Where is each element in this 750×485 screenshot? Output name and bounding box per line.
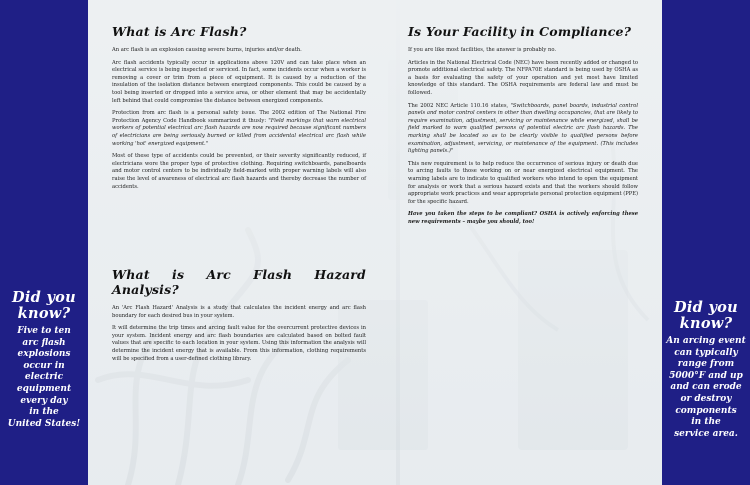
content-panel (88, 0, 662, 485)
nfpa-quote: "Field markings that warn electrical workers of potential electrical arc flash hazards are now required because significant numbers of electricians are being seriously burned or killed from accidental electrical arc flash while working 'hot' energized equipment." (112, 117, 366, 147)
compliance-paragraph: This new requirement is to help reduce the occurrence of serious injury or death due to arcing faults to those working on or near energized electrical equipment. The warning labels are to indicate to qualified workers who intend to open the equipment for analysis or work that a serious hazard exists and that the workers should follow appropriate work practices and wear appropriate personal protection equipment (PPE) for the specific hazard. (408, 160, 639, 205)
arc-flash-paragraph: Arc flash accidents typically occur in applications above 120V and can take place when an electrical service is being inspected or serviced. In fact, some incidents occur when a worker is removing a cover or trim from a piece of equipment. It is caused by a reduction of the insulation of the isolation distance between energized components. This could be caused by a tool being inserted or dropped into a service area, or other element that may be accidentally left behind that could compromise the distance between energized components. (112, 59, 366, 104)
arc-flash-paragraph: An arc flash is an explosion causing severe burns, injuries and/or death. (112, 47, 302, 53)
left-sidebar (0, 0, 88, 485)
hazard-analysis-paragraph: An 'Arc Flash Hazard' Analysis is a study that calculates the incident energy and arc flash boundary for each desired bus in your system. (112, 305, 366, 319)
did-you-know-heading-left: Did you know? (11, 289, 76, 322)
arc-flash-paragraph: Protection from arc flash is a personal safety issue. The 2002 edition of The National Fire Protection Agency Code Handbook summarized it thusly: "Field markings that warn electrical workers of potential electrical arc flash hazards are now required because significant numbers of electricians are being seriously burned or killed from accidental electrical arc flash while working 'hot' energized equipment." (112, 110, 366, 147)
compliance-callout: Have you taken the steps to be compliant? OSHA is actively enforcing these new requirements – maybe you should, too! (408, 211, 638, 225)
did-you-know-right (664, 300, 748, 440)
compliance-heading: Is Your Facility in Compliance? (408, 24, 632, 39)
compliance-paragraph: If you are like most facilities, the answer is probably no. (408, 47, 557, 53)
hazard-analysis-section (112, 267, 366, 368)
compliance-paragraph: The 2002 NEC Article 110.16 states, "Switchboards, panel boards, industrial control panels and motor control centers in other than dwelling occupancies, that are likely to require examination, adjustment, servicing or maintenance while energized, shall be field marked to warn qualified persons of potential electric arc flash hazards. The marking shall be located so as to be clearly visible to qualified persons before examination, adjustment, servicing, or maintenance of the equipment. (This includes lighting panels.)" (408, 102, 638, 155)
did-you-know-left (2, 290, 86, 430)
did-you-know-heading-right: Did you know? (673, 299, 738, 332)
arc-flash-heading: What is Arc Flash? (112, 24, 247, 39)
compliance-section (408, 24, 638, 231)
did-you-know-fact-right: An arcing event can typically range from 5000°F and up and can erode or destroy components in the service area. (666, 336, 746, 439)
right-sidebar (662, 0, 750, 485)
hazard-analysis-heading: What is Arc Flash Hazard Analysis? (112, 267, 366, 297)
did-you-know-fact-left: Five to ten arc flash explosions occur in electric equipment every day in the United States! (7, 326, 81, 429)
hazard-analysis-paragraph: It will determine the trip times and arcing fault value for the overcurrent protective devices in your system. Incident energy and arc flash boundaries are calculated based on bolted fault values that are specific to each location in your system. Using this information the analysis will determine the incident energy that is available. From this information, clothing requirements will be specified from a user-defined clothing library. (112, 325, 366, 362)
compliance-paragraph: Articles in the National Electrical Code (NEC) have been recently added or changed to promote additional electrical safety. The NFPA70E standard is being used by OSHA as a basis for evaluating the safety of your operation and yet most have limited knowledge of this standard. The OSHA requirements are federal law and must be followed. (408, 59, 638, 96)
arc-flash-paragraph: Most of these type of accidents could be prevented, or their severity significantly reduced, if electricians wore the proper type of protective clothing. Requiring switchboards, panelboards and motor control centers to be individually field-marked with proper warning labels will also raise the level of awareness of electrical arc flash hazards and thereby decrease the number of accidents. (112, 153, 366, 190)
arc-flash-section (112, 24, 366, 196)
nec-quote: "Switchboards, panel boards, industrial control panels and motor control centers in other than dwelling occupancies, that are likely to require examination, adjustment, servicing or maintenance while energized, shall be field marked to warn qualified persons of potential electric arc flash hazards. The marking shall be located so as to be clearly visible to qualified persons before examination, adjustment, servicing, or maintenance of the equipment. (This includes lighting panels.)" (408, 102, 638, 155)
